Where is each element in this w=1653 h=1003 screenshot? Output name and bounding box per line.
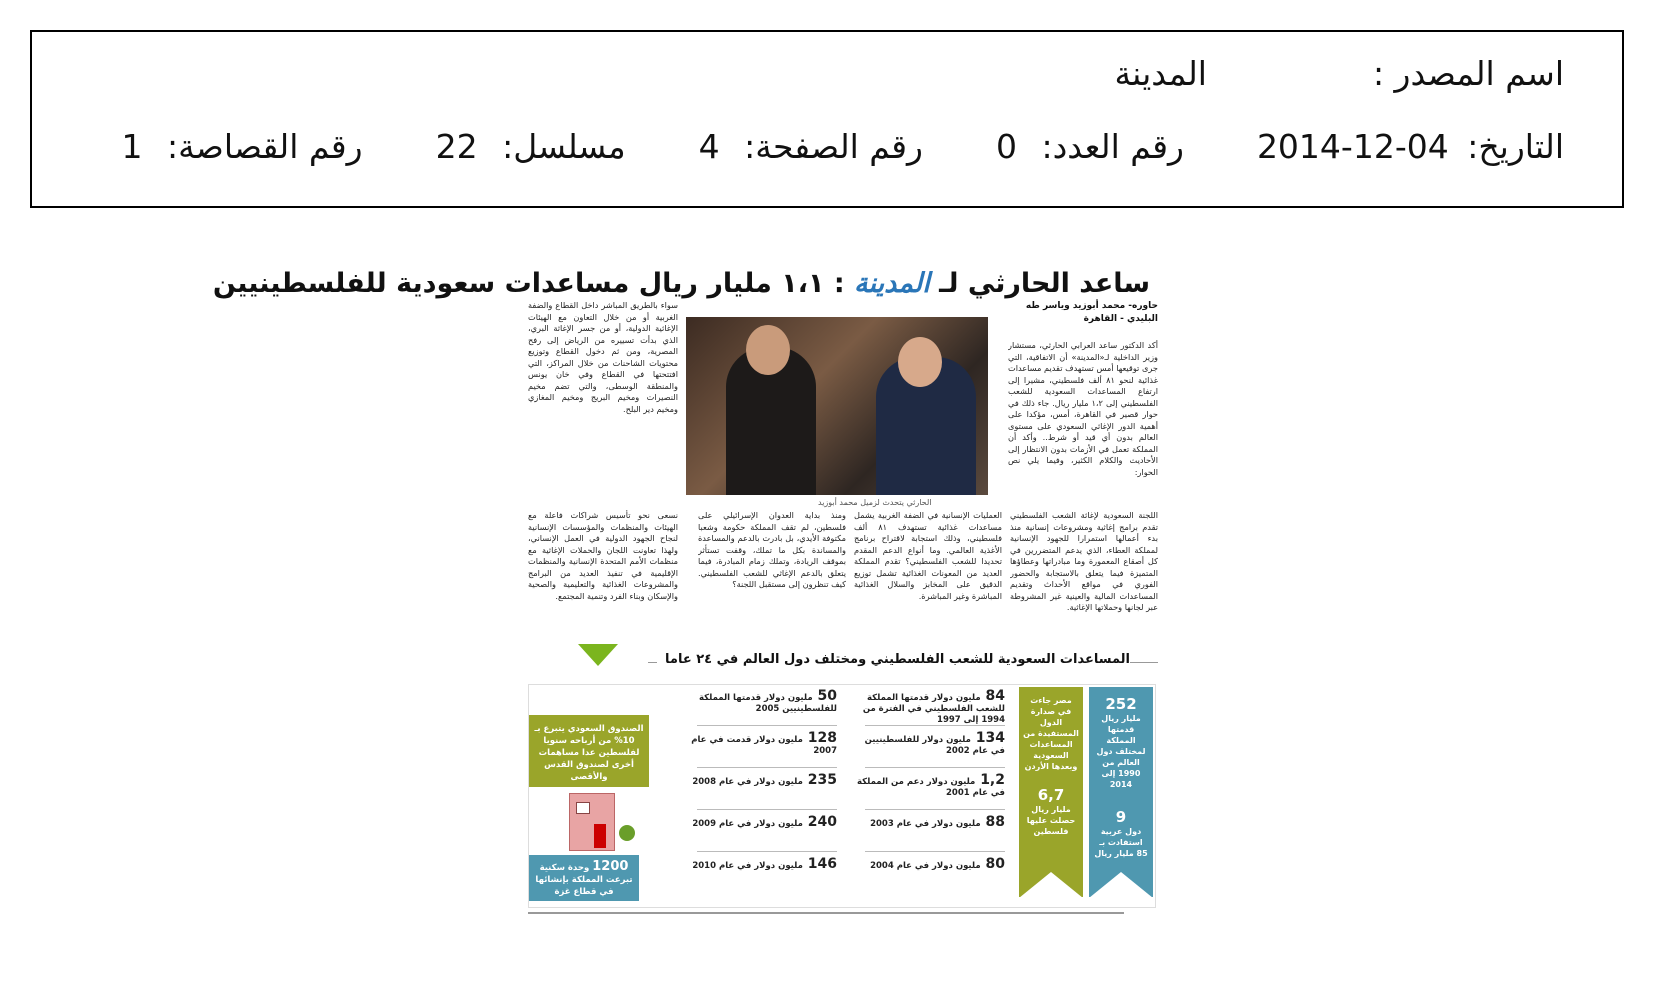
source-row — [1114, 54, 1564, 93]
stat-item — [855, 814, 1005, 830]
article-col-low3: ومنذ بداية العدوان الإسرائيلي على فلسطين، لم تقف المملكة حكومة وشعبا مكتوفة الأيدي، بل بادرت بالدعم والمساعدة والمساندة بكل ما تملك، وقفت تستأثر بموقف الريادة، وتملك زمام المبادرة، فيما يتعلق بالدعم الإغاثي للشعب الفلسطيني. كيف تنظرون إلى مستقبل اللجنة؟ — [698, 510, 846, 589]
headline-part-b: : ١،١ مليار ريال مساعدات سعودية للفلسطينيين — [212, 268, 845, 299]
blue-bottom-number: 9 — [1115, 808, 1127, 826]
person-right-head — [898, 337, 942, 387]
stat-item — [687, 688, 837, 715]
stat-text: مليون دولار قدمتها المملكة للفلسطينيين 2005 — [699, 693, 837, 714]
serial-label: مسلسل: — [502, 127, 626, 166]
stat-number: 240 — [802, 814, 837, 830]
person-left-head — [746, 325, 790, 375]
stat-number: 235 — [802, 772, 837, 788]
stat-number: 146 — [802, 856, 837, 872]
stat-item — [855, 688, 1005, 726]
article-col-right: أكد الدكتور ساعد العرابي الحارثي، مستشار وزير الداخلية لـ«المدينة» أن الاتفاقية، التي جرى توقيعها أمس تستهدف تقديم مساعدات غذائية لنحو ٨١ ألف فلسطيني، مشيرا إلى ارتفاع المساعدات السعودية للشعب الفلسطيني إلى ١،٢ مليار ريال. جاء ذلك في حوار قصير في القاهرة، أمس، مؤكدا على أهمية الدور الإغاثي السعودي على مستوى العالم بدون أي قيد أو شرط.. وأكد أن المملكة تعمل في الأزمات بدون الانتظار إلى الأحاديث والكلام الكثير، وفيما يلي نص الحوار: — [1008, 340, 1158, 477]
housing-text: وحدة سكنية تبرعت المملكة بإنشائها في قطاع غزة — [535, 863, 633, 897]
article-col-low2: العمليات الإنسانية في الضفة الغربية يشمل مساعدات غذائية تستهدف ٨١ ألف فلسطيني، وذلك استجابة لاقتراح برنامج الأغذية العالمي. وما أنواع الدعم المقدم تحديدا للشعب الفلسطيني؟ تقدم المملكة العديد من المعونات الغذائية تشمل توزيع الدقيق على المخابز والسلال الغذائية المباشرة وغير المباشرة. — [854, 510, 1002, 601]
divider — [865, 767, 1005, 768]
arrow-shape — [1019, 872, 1083, 898]
arrow-shape — [1089, 872, 1153, 898]
divider — [865, 725, 1005, 726]
house-icon — [569, 793, 615, 851]
page-value: 4 — [698, 127, 720, 166]
clip-label: رقم القصاصة: — [166, 127, 363, 166]
issue-value: 0 — [995, 127, 1017, 166]
page-label: رقم الصفحة: — [744, 127, 923, 166]
stat-text: مليون دولار للفلسطينيين في عام 2002 — [864, 735, 1005, 756]
olive-top-text: مصر جاءت في صدارة الدول المستفيدة من المساعدات السعودية وبعدها الأردن — [1023, 696, 1079, 771]
blue-top-text: مليار ريال قدمتها المملكة لمختلف دول العالم من 1990 إلى 2014 — [1096, 714, 1146, 789]
divider — [697, 851, 837, 852]
stat-number: 84 — [980, 688, 1005, 704]
housing-box — [529, 855, 639, 901]
stat-number: 88 — [980, 814, 1005, 830]
source-label: اسم المصدر : — [1372, 54, 1564, 93]
stat-text: مليون دولار في عام 2004 — [870, 861, 981, 871]
article-col-low1: اللجنة السعودية لإغاثة الشعب الفلسطيني تقدم برامج إغاثية ومشروعات إنسانية منذ بدء أعمالها استمرارا للجهود الإنسانية لمملكة العطاء، الذي يدعم المتضررين في كل أصقاع المعمورة وما مبادراتها وعطاؤها المتميزة فيما يتعلق بالاستجابة والحضور الفوري في مواقع الأحداث وتقديم المساعدات المالية والعينية غير المشروطة عبر لجانها وحملاتها الإغاثية. — [1010, 510, 1158, 612]
blue-panel — [1089, 687, 1153, 897]
olive-panel — [1019, 687, 1083, 897]
tree-icon — [619, 825, 635, 841]
divider — [865, 851, 1005, 852]
infographic-title: المساعدات السعودية للشعب الفلسطيني ومختلف دول العالم في ٢٤ عاما — [657, 652, 1130, 667]
date-value: 2014-12-04 — [1256, 127, 1449, 166]
stat-text: مليون دولار في عام 2009 — [692, 819, 803, 829]
chevron-down-icon — [578, 644, 618, 666]
issue-label: رقم العدد: — [1041, 127, 1184, 166]
stat-number: 80 — [980, 856, 1005, 872]
stat-text: مليون دولار قدمت في عام 2007 — [691, 735, 837, 756]
article-col-left: سواء بالطريق المباشر داخل القطاع والضفة الغربية أو من خلال التعاون مع الهيئات الإغاثية الدولية، أو من جسر الإغاثة البري، الذي بدأت تسييره من الرياض إلى رفح المصرية، ومن ثم دخول القطاع وتوزيع محتويات الشاحنات من خلال المراكز، التي افتتحتها في القطاع وفي خان يونس والمنطقة الوسطى، والتي تضم مخيم النصيرات ومخيم البريج ومخيم المغازي ومخيم دير البلح. — [528, 300, 678, 414]
article-headline — [213, 268, 1150, 299]
stat-text: مليون دولار في عام 2008 — [692, 777, 803, 787]
date-label: التاريخ: — [1467, 127, 1564, 166]
photo-caption: الحارثي يتحدث لزميل محمد أبوزيد — [818, 498, 932, 507]
divider — [697, 767, 837, 768]
housing-number: 1200 — [592, 859, 629, 874]
stat-item — [855, 772, 1005, 799]
stat-number: 134 — [970, 730, 1005, 746]
stat-item — [687, 856, 837, 872]
newspaper-logo: المدينة — [854, 268, 930, 299]
divider — [697, 725, 837, 726]
newspaper-clipping — [212, 262, 1158, 968]
stat-item — [855, 856, 1005, 872]
stat-number: 50 — [812, 688, 837, 704]
infographic — [528, 684, 1156, 908]
stat-text: مليون دولار دعم من المملكة في عام 2001 — [857, 777, 1005, 798]
olive-bottom-number: 6,7 — [1037, 786, 1065, 804]
article-photo — [686, 317, 988, 495]
source-value: المدينة — [1114, 54, 1207, 93]
olive-bottom-text: مليار ريال حصلت عليها فلسطين — [1026, 805, 1076, 836]
stat-item — [855, 730, 1005, 757]
blue-top-number: 252 — [1105, 695, 1137, 713]
stat-item — [687, 730, 837, 757]
byline: حاوره- محمد أبوزيد وياسر طه البليدي - القاهرة — [1025, 301, 1158, 324]
blue-bottom-text: دول عربية استفادت بـ 85 مليار ريال — [1094, 827, 1148, 858]
divider — [865, 809, 1005, 810]
clipping-header — [30, 30, 1624, 208]
infographic-band — [528, 652, 1158, 672]
stat-text: مليون دولار في عام 2010 — [692, 861, 803, 871]
stat-item — [687, 772, 837, 788]
serial-value: 22 — [435, 127, 478, 166]
headline-part-a: ساعد الحارثي لـ — [939, 268, 1150, 299]
article-col-low4: نسعى نحو تأسيس شراكات فاعلة مع الهيئات والمنظمات والمؤسسات الإنسانية لنجاح الجهود الدولية في العمل الإنساني، ولهذا تعاونت اللجان والحملات الإغاثية مع منظمات الأمم المتحدة الإنسانية والمنظمات الإقليمية في تنفيذ العديد من البرامج والمشروعات الغذائية والتعليمية والصحية والإسكان وبناء الفرد وتنمية المجتمع. — [528, 510, 678, 601]
stat-number: 1,2 — [975, 772, 1005, 788]
stat-number: 128 — [802, 730, 837, 746]
bottom-rule — [528, 912, 1124, 914]
stat-text: مليون دولار في عام 2003 — [870, 819, 981, 829]
stat-text: مليون دولار قدمتها المملكة للشعب الفلسطيني في الفترة من 1994 إلى 1997 — [862, 693, 1005, 725]
clip-value: 1 — [121, 127, 143, 166]
divider — [697, 809, 837, 810]
fund-box: الصندوق السعودي يتبرع بـ 10% من أرباحه سنويا لفلسطين عدا مساهمات أخرى لصندوق القدس والأقصى — [529, 715, 649, 787]
meta-row — [121, 127, 1564, 166]
stat-item — [687, 814, 837, 830]
